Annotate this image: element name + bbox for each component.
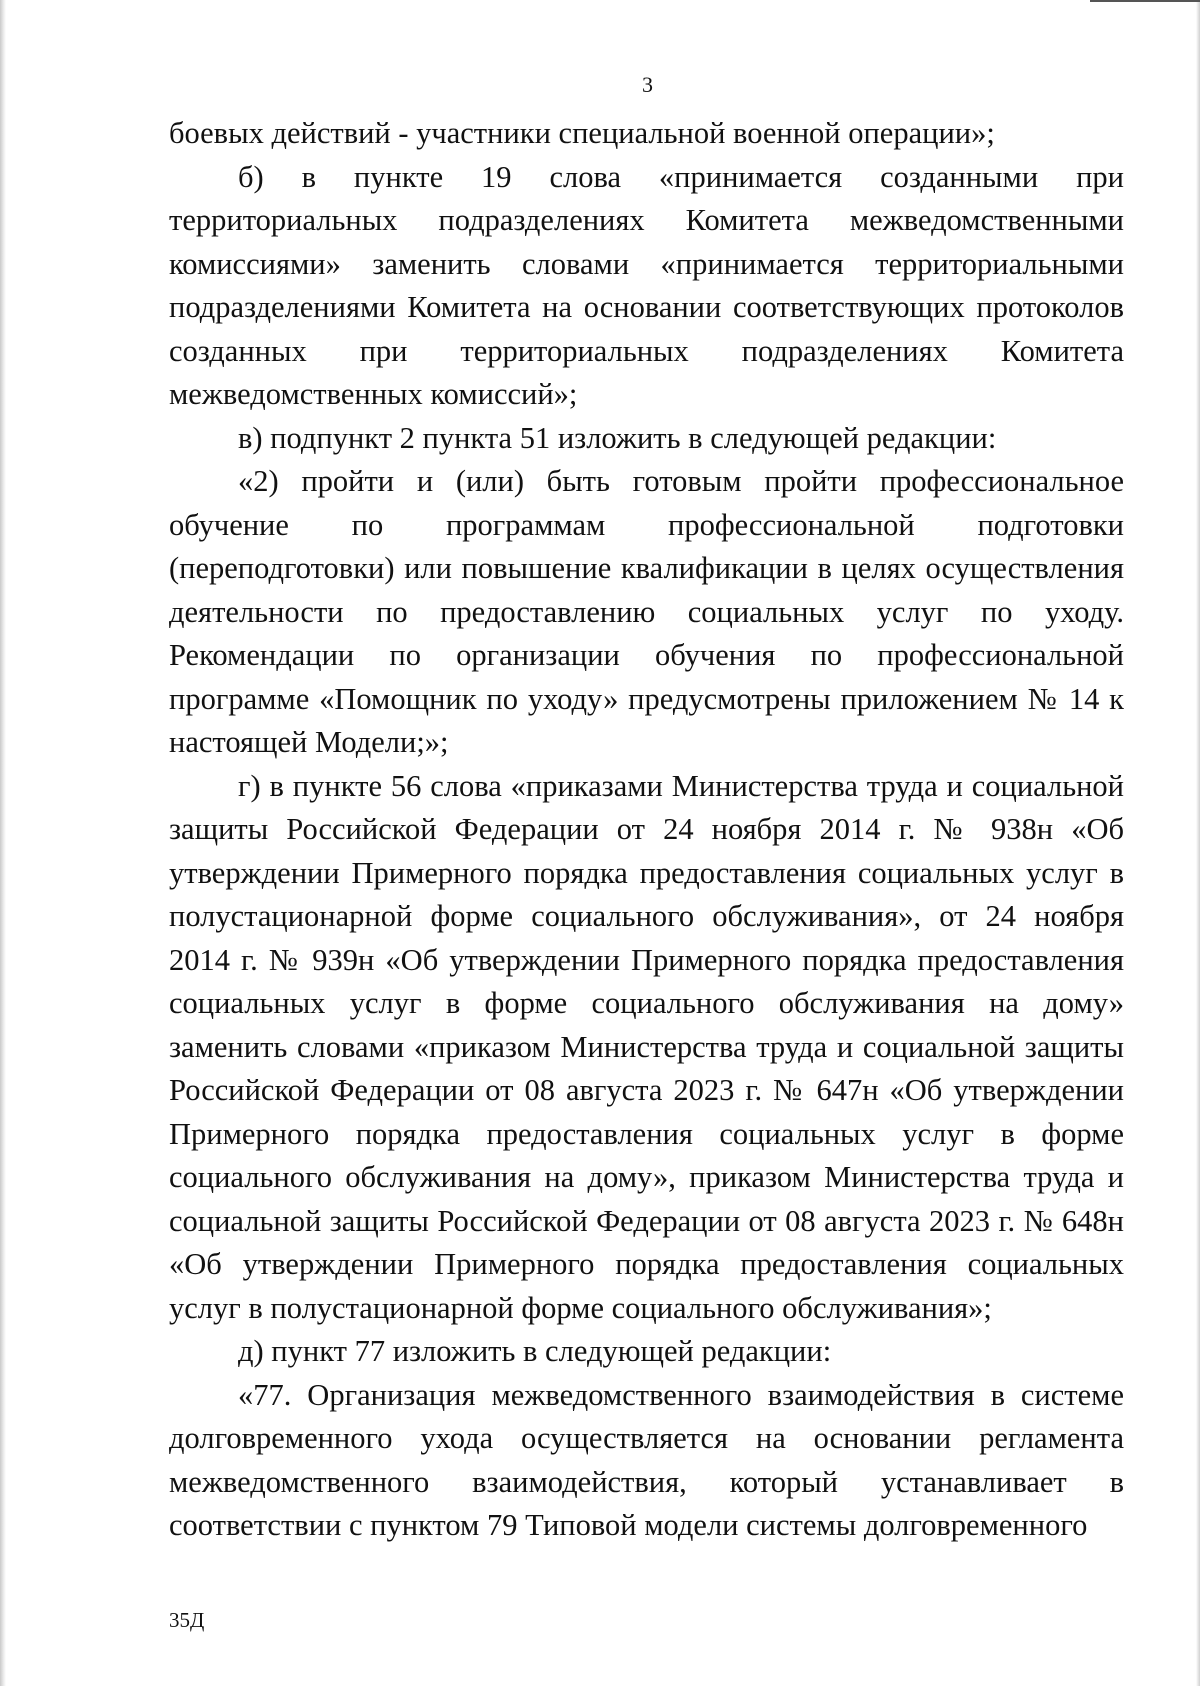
paragraph-quote-77: «77. Организация межведомственного взаимодействия в системе долговременного ухода осуществляется на основании регламента межведомственного взаимодействия, который устанавливает в соответствии с пунктом 79 Типовой модели системы долговременного bbox=[169, 1377, 1124, 1542]
paragraph-continuation: боевых действий - участники специальной военной операции»; bbox=[169, 116, 995, 150]
scan-top-mark bbox=[1090, 0, 1200, 2]
scan-left-edge bbox=[0, 0, 6, 1686]
paragraph-item-g: г) в пункте 56 слова «приказами Министерства труда и социальной защиты Российской Федерации от 24 ноября 2014 г. № 938н «Об утверждении Примерного порядка предоставления социальных услуг в полустационарной форме социального обслуживания», от 24 ноября 2014 г. № 939н «Об утверждении Примерного порядка предоставления социальных услуг в форме социального обслуживания на дому» заменить словами «приказом Министерства труда и социальной защиты Российской Федерации от 08 августа 2023 г. № 647н «Об утверждении Примерного порядка предоставления социальных услуг в форме социального обслуживания на дому», приказом Министерства труда и социальной защиты Российской Федерации от 08 августа 2023 г. № 648н «Об утверждении Примерного порядка предоставления социальных услуг в полустационарной форме социального обслуживания»; bbox=[169, 768, 1124, 1325]
paragraph-quote-2: «2) пройти и (или) быть готовым пройти профессиональное обучение по программам профессиональной подготовки (переподготовки) или повышение квалификации в целях осуществления деятельности по предоставлению социальных услуг по уходу. Рекомендации по организации обучения по профессиональной программе «Помощник по уходу» предусмотрены приложением № 14 к настоящей Модели;»; bbox=[169, 464, 1124, 759]
paragraph-item-d: д) пункт 77 изложить в следующей редакции: bbox=[238, 1334, 832, 1368]
paragraph-item-b: б) в пункте 19 слова «принимается созданными при территориальных подразделениях Комитета межведомственными комиссиями» заменить словами «принимается территориальными подразделениями Комитета на основании соответствующих протоколов созданных при территориальных подразделениях Комитета межведомственных комиссий»; bbox=[169, 159, 1124, 411]
scan-right-edge bbox=[1196, 0, 1200, 1686]
paragraph-item-v: в) подпункт 2 пункта 51 изложить в следующей редакции: bbox=[238, 420, 997, 455]
footer-code: 35Д bbox=[169, 1608, 205, 1632]
document-body bbox=[169, 112, 1124, 1548]
page-number: 3 bbox=[642, 72, 653, 97]
